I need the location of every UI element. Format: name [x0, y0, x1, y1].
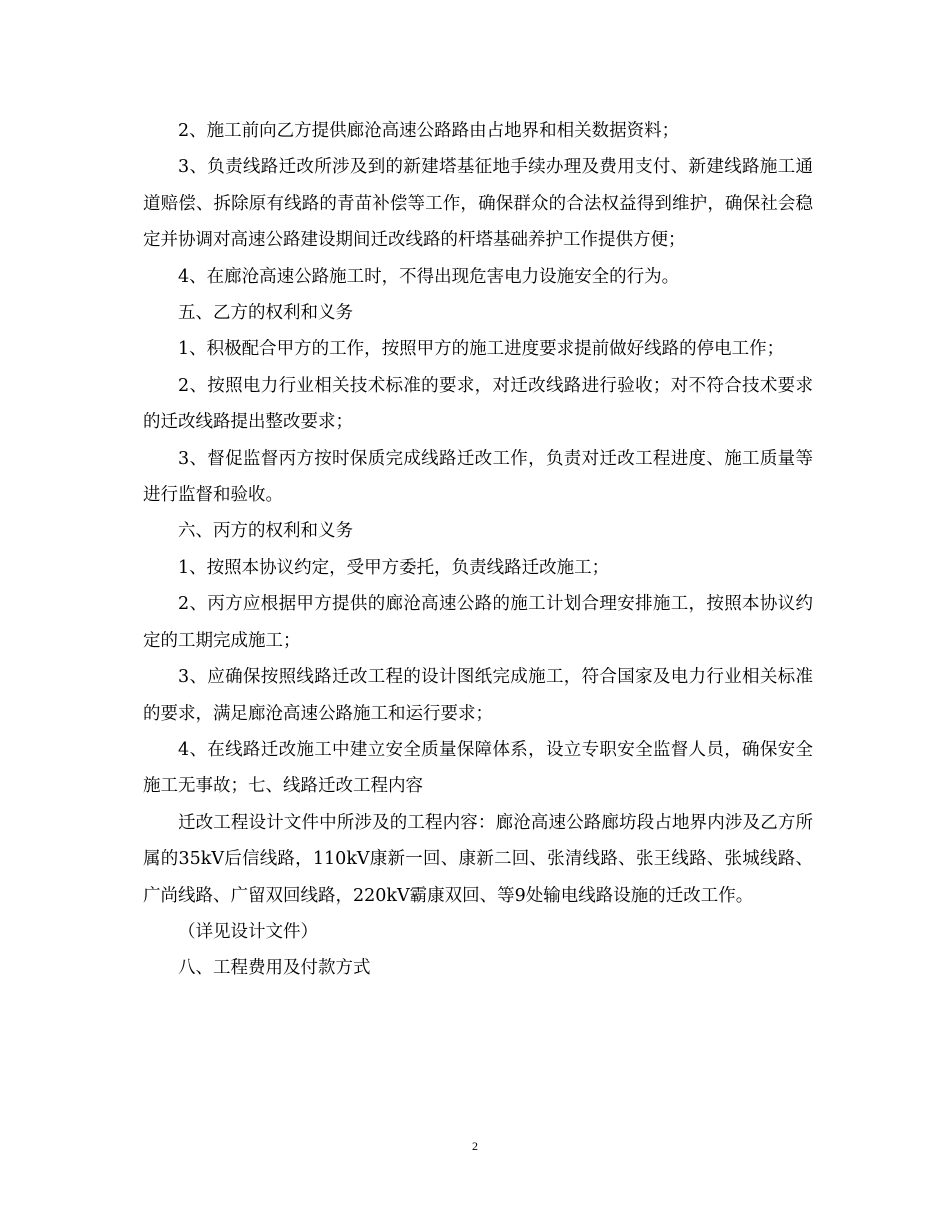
document-body	[143, 113, 813, 987]
paragraph: 3、负责线路迁改所涉及到的新建塔基征地手续办理及费用支付、新建线路施工通道赔偿、拆除原有线路的青苗补偿等工作，确保群众的合法权益得到维护，确保社会稳定并协调对高速公路建设期间迁改线路的杆塔基础养护工作提供方便；	[143, 157, 813, 251]
paragraph: （详见设计文件）	[178, 921, 318, 942]
paragraph: 4、在廊沧高速公路施工时，不得出现危害电力设施安全的行为。	[178, 266, 680, 287]
paragraph: 2、按照电力行业相关技术标准的要求，对迁改线路进行验收；对不符合技术要求的迁改线路提出整改要求；	[143, 375, 813, 433]
paragraph: 迁改工程设计文件中所涉及的工程内容：廊沧高速公路廊坊段占地界内涉及乙方所属的35kV后信线路，110kV康新一回、康新二回、张清线路、张王线路、张城线路、广尚线路、广留双回线路，220kV霸康双回、等9处输电线路设施的迁改工作。	[143, 812, 813, 906]
section-heading: 八、工程费用及付款方式	[178, 958, 371, 979]
section-heading: 五、乙方的权利和义务	[178, 303, 353, 324]
page-number: 2	[472, 1139, 478, 1153]
paragraph: 2、丙方应根据甲方提供的廊沧高速公路的施工计划合理安排施工，按照本协议约定的工期完成施工；	[143, 594, 813, 651]
paragraph: 4、在线路迁改施工中建立安全质量保障体系，设立专职安全监督人员，确保安全施工无事故；七、线路迁改工程内容	[143, 739, 813, 797]
paragraph: 3、应确保按照线路迁改工程的设计图纸完成施工，符合国家及电力行业相关标准的要求，满足廊沧高速公路施工和运行要求；	[143, 667, 813, 724]
paragraph: 2、施工前向乙方提供廊沧高速公路路由占地界和相关数据资料；	[178, 121, 680, 141]
paragraph: 1、积极配合甲方的工作，按照甲方的施工进度要求提前做好线路的停电工作；	[178, 339, 785, 360]
section-heading: 六、丙方的权利和义务	[178, 521, 353, 542]
paragraph: 1、按照本协议约定，受甲方委托，负责线路迁改施工；	[178, 557, 610, 578]
paragraph: 3、督促监督丙方按时保质完成线路迁改工作，负责对迁改工程进度、施工质量等进行监督和验收。	[143, 448, 813, 506]
